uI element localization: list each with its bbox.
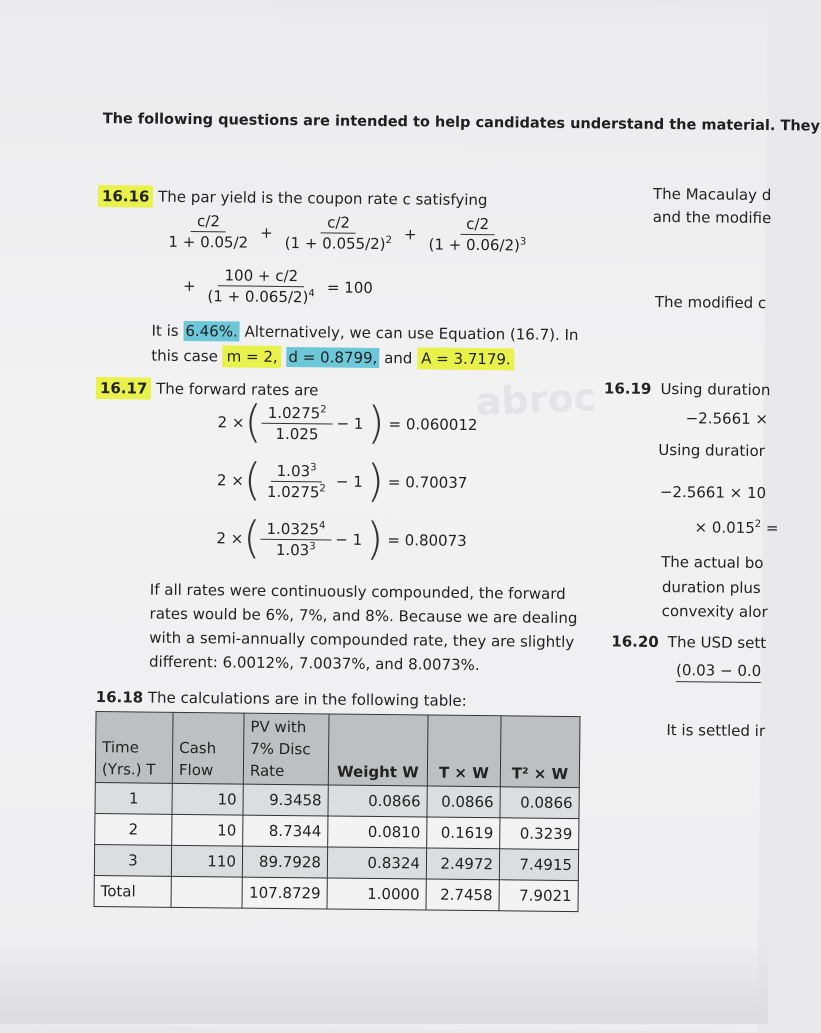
q1616-header: [98, 187, 488, 209]
table-header-row: [95, 712, 580, 788]
right-line-6: −2.5661 × 10: [659, 482, 767, 503]
forward-rate-1: = 0.060012: [388, 415, 478, 435]
col-cash-flow: Cash Flow: [172, 712, 244, 784]
col-t2-times-w: T² × W: [500, 716, 580, 788]
q1618-intro: The calculations are in the following table:: [147, 688, 467, 710]
q1616-term-1: $\frac{c/2}{1 + 0.05/2}$: [168, 212, 249, 252]
param-m: m = 2,: [223, 345, 282, 368]
q1616-term-2: $\frac{c/2}{(1 + 0.055/2)^2}$: [284, 213, 393, 254]
param-d: d = 0.8799,: [286, 347, 379, 368]
right-line-11: (0.03 − 0.0: [676, 661, 761, 683]
forward-rate-row-2: 2 × ( $\frac{1.03^3}{1.0275^2}$ − 1 ) = 0.70037: [216, 454, 468, 508]
col-t-times-w: T × W: [427, 715, 501, 787]
q1616-result: It is 6.46%. Alternatively, we can use Equation (16.7). In: [151, 321, 579, 345]
intro-text: The following questions are intended to help candidates understand the material. They: [102, 111, 821, 135]
duration-table: [94, 711, 581, 912]
table-total-row: Total 107.8729 1.0000 2.7458 7.9021: [94, 876, 578, 912]
forward-rate-row-3: 2 × ( $\frac{1.0325^4}{1.03^3}$ − 1 ) = 0.80073: [216, 512, 467, 566]
table-row: 1 10 9.3458 0.0866 0.0866 0.0866: [95, 783, 579, 819]
bleed-through-text: abroc: [474, 375, 597, 425]
right-line-12: It is settled ir: [666, 721, 766, 741]
q1619-header: 16.19 Using duration: [603, 379, 771, 400]
forward-rate-3: = 0.80073: [387, 531, 467, 550]
plus-sign: +: [403, 224, 417, 243]
right-line-4: −2.5661 ×: [685, 409, 769, 429]
equals-100: = 100: [326, 277, 373, 297]
q1616-label: 16.16: [98, 185, 154, 208]
q1616-equation-line1: [162, 212, 532, 255]
right-line-8: The actual bo: [661, 552, 764, 573]
q1617-paragraph: If all rates were continuously compounded, the forward rates would be 6%, 7%, and 8%. Because we are dealing with a semi-annually compounded rate, they are slightly different: 6.0012%, 7.0037%, and 8.0073%.: [148, 580, 578, 675]
right-line-5: Using duratior: [658, 440, 765, 461]
q1619-label: 16.19: [603, 379, 652, 398]
right-line-10: convexity alor: [661, 601, 768, 622]
table-row: 3 110 89.7928 0.8324 2.4972 7.4915: [94, 845, 578, 881]
right-line-3: The modified c: [654, 292, 767, 313]
q1618-label: 16.18: [95, 688, 144, 707]
q1618-header: [96, 688, 467, 710]
q1616-term-4: $\frac{100 + c/2}{(1 + 0.065/2)^4}$: [207, 266, 315, 307]
q1620-label: 16.20: [611, 632, 659, 651]
right-line-2: and the modifie: [652, 207, 772, 228]
col-pv: PV with 7% Disc Rate: [243, 713, 329, 785]
q1616-equation-line2: [177, 266, 379, 307]
q1617-label: 16.17: [96, 377, 152, 400]
q1616-intro: The par yield is the coupon rate c satisfying: [158, 187, 488, 210]
right-line-1: The Macaulay d: [652, 184, 772, 205]
q1617-intro: The forward rates are: [156, 379, 319, 400]
right-line-7: × $0.015^2$ =: [694, 518, 779, 538]
col-time: Time (Yrs.) T: [95, 712, 173, 784]
right-line-9: duration plus: [661, 577, 761, 597]
q1616-params: this case m = 2, d = 0.8799, and A = 3.7179.: [151, 347, 515, 369]
par-yield-value: 6.46%.: [183, 321, 240, 342]
page-bottom-shadow: [0, 940, 768, 1024]
param-a: A = 3.7179.: [417, 347, 515, 370]
q1620-header: 16.20 The USD sett: [611, 632, 767, 653]
q1616-term-3: $\frac{c/2}{(1 + 0.06/2)^3}$: [428, 214, 527, 255]
forward-rate-2: = 0.70037: [387, 473, 468, 492]
col-weight: Weight W: [328, 714, 428, 786]
table-row: 2 10 8.7344 0.0810 0.1619 0.3239: [95, 814, 579, 850]
plus-sign: +: [182, 276, 196, 295]
q1617-header: [96, 379, 319, 399]
plus-sign: +: [260, 223, 273, 242]
forward-rate-row-1: 2 × ( $\frac{1.0275^2}{1.025}$ − 1 ) = 0.060012: [217, 396, 478, 450]
